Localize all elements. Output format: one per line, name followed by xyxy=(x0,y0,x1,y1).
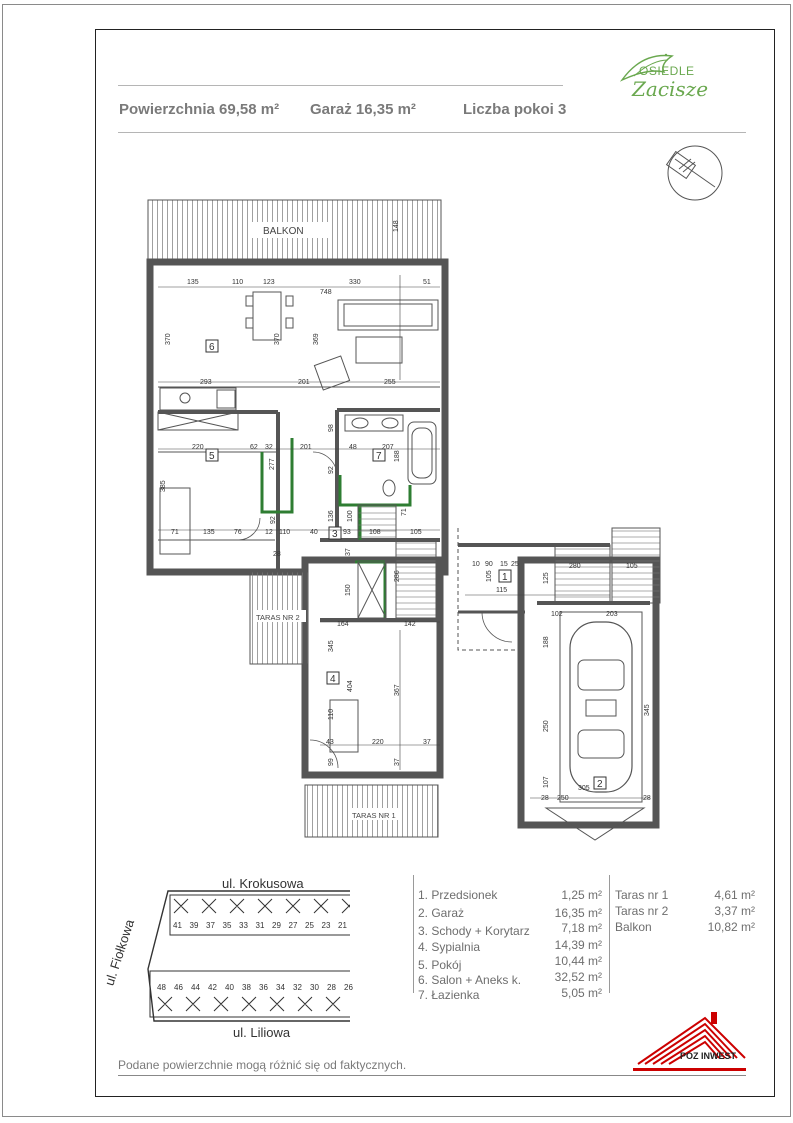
dimension-label: 43 xyxy=(326,739,334,746)
room-area: 7,18 m² xyxy=(561,921,602,935)
street-top: ul. Krokusowa xyxy=(222,876,304,891)
balcony-label: BALKON xyxy=(263,226,304,237)
dimension-label: 71 xyxy=(401,508,408,516)
dimension-label: 277 xyxy=(269,458,276,470)
dimension-label: 369 xyxy=(313,333,320,345)
room-number-4: 4 xyxy=(330,674,336,685)
unit-number: 35 xyxy=(222,921,232,930)
room-area: 14,39 m² xyxy=(554,938,602,952)
street-left: ul. Fiołkowa xyxy=(101,917,138,988)
dimension-label: 92 xyxy=(270,516,277,524)
garage-value: 16,35 m² xyxy=(355,101,416,118)
dimension-label: 201 xyxy=(298,379,310,386)
dimension-label: 10 xyxy=(472,561,480,568)
area-unit: m² xyxy=(260,101,280,118)
rooms-label: Liczba pokoi xyxy=(463,101,554,118)
dimension-label: 250 xyxy=(543,720,550,732)
dimension-label: 37 xyxy=(394,758,401,766)
dimension-label: 203 xyxy=(606,611,618,618)
dimension-label: 28 xyxy=(273,551,281,558)
dimension-label: 201 xyxy=(300,444,312,451)
dimension-label: 93 xyxy=(343,529,351,536)
legend-separator xyxy=(413,875,414,993)
dimension-label: 207 xyxy=(382,444,394,451)
outdoor-area: 10,82 m² xyxy=(707,920,755,934)
dimension-label: 250 xyxy=(557,795,569,802)
room-area: 5,05 m² xyxy=(561,986,602,1000)
dimension-label: 748 xyxy=(320,289,332,296)
unit-number: 23 xyxy=(321,921,331,930)
footer-line xyxy=(118,1075,746,1076)
room-number-3: 3 xyxy=(332,529,338,540)
dimension-label: 135 xyxy=(203,529,215,536)
unit-number: 32 xyxy=(293,983,302,992)
map-top-row xyxy=(173,921,363,930)
dimension-label: 25 xyxy=(511,561,519,568)
dimension-label: 28 xyxy=(541,795,549,802)
unit-number: 27 xyxy=(288,921,298,930)
legend-separator xyxy=(609,875,610,993)
roof-logo-icon xyxy=(633,1012,748,1072)
room-number-2: 2 xyxy=(597,779,603,790)
room-name: 3. Schody + Korytarz xyxy=(418,924,530,938)
dimension-label: 92 xyxy=(328,466,335,474)
main-walls xyxy=(150,262,445,775)
unit-number: 36 xyxy=(259,983,268,992)
developer-name: POZ INWEST xyxy=(680,1051,736,1061)
dimension-label: 280 xyxy=(569,563,581,570)
dimension-label: 220 xyxy=(192,444,204,451)
dimension-label: 150 xyxy=(345,584,352,596)
dimension-label: 32 xyxy=(265,444,273,451)
dimension-label: 99 xyxy=(328,758,335,766)
dimension-label: 135 xyxy=(187,279,199,286)
dimension-label: 37 xyxy=(345,548,352,556)
dimension-label: 110 xyxy=(328,708,335,720)
unit-number: 44 xyxy=(191,983,200,992)
dimension-label: 188 xyxy=(394,450,401,462)
unit-number: 30 xyxy=(310,983,319,992)
unit-number: 28 xyxy=(327,983,336,992)
dimension-label: 98 xyxy=(328,424,335,432)
dimension-label: 220 xyxy=(372,739,384,746)
terrace-2 xyxy=(250,572,308,664)
room-name: 5. Pokój xyxy=(418,958,462,972)
terrace-1 xyxy=(305,785,438,837)
room-area: 32,52 m² xyxy=(554,970,602,984)
brand-line1: OSIEDLE xyxy=(639,64,695,78)
dimension-label: 255 xyxy=(384,379,396,386)
room-name: 7. Łazienka xyxy=(418,988,480,1002)
unit-number: 21 xyxy=(338,921,347,930)
outdoor-area: 4,61 m² xyxy=(714,888,755,902)
dimension-label: 148 xyxy=(393,220,400,232)
dimension-label: 90 xyxy=(485,561,493,568)
dimension-label: 28 xyxy=(643,795,651,802)
brand-line2: Zacisze xyxy=(632,77,709,101)
dimension-label: 404 xyxy=(347,680,354,692)
dimension-label: 51 xyxy=(423,279,431,286)
room-number-5: 5 xyxy=(209,451,215,462)
dimension-label: 293 xyxy=(200,379,212,386)
area-value: 69,58 xyxy=(219,101,257,118)
dimension-label: 142 xyxy=(404,621,416,628)
dimension-label: 305 xyxy=(578,785,590,792)
map-bottom-row xyxy=(157,983,362,992)
dimension-label: 107 xyxy=(543,776,550,788)
dimension-label: 115 xyxy=(496,587,508,594)
outdoor-area: 3,37 m² xyxy=(714,904,755,918)
dimension-label: 12 xyxy=(265,529,273,536)
dimension-label: 108 xyxy=(369,529,381,536)
dimension-label: 370 xyxy=(165,333,172,345)
dimension-label: 100 xyxy=(347,510,354,522)
unit-number: 26 xyxy=(344,983,353,992)
dimension-label: 76 xyxy=(234,529,242,536)
terrace1-label: TARAS NR 1 xyxy=(352,811,396,820)
room-number-7: 7 xyxy=(376,451,382,462)
dimension-label: 385 xyxy=(160,480,167,492)
disclaimer: Podane powierzchnie mogą różnić się od faktycznych. xyxy=(118,1058,407,1072)
dimension-label: 110 xyxy=(232,279,244,286)
site-map xyxy=(110,873,350,1023)
garage-label: Garaż xyxy=(310,101,352,118)
dimension-label: 330 xyxy=(349,279,361,286)
dimension-label: 102 xyxy=(551,611,563,618)
room-name: 6. Salon + Aneks k. xyxy=(418,973,522,987)
unit-number: 46 xyxy=(174,983,183,992)
outdoor-name: Balkon xyxy=(615,920,652,934)
dimension-label: 105 xyxy=(626,563,638,570)
dimension-label: 188 xyxy=(543,636,550,648)
room-legend xyxy=(418,888,606,1008)
unit-number: 37 xyxy=(206,921,215,930)
dimension-label: 136 xyxy=(328,510,335,522)
unit-number: 48 xyxy=(157,983,166,992)
dimension-label: 71 xyxy=(171,529,179,536)
dimension-label: 15 xyxy=(500,561,508,568)
dimension-label: 370 xyxy=(274,333,281,345)
room-number-1: 1 xyxy=(502,572,508,583)
outdoor-legend xyxy=(615,888,755,948)
unit-number: 41 xyxy=(173,921,182,930)
dimension-label: 48 xyxy=(349,444,357,451)
dimension-label: 105 xyxy=(486,570,493,582)
room-name: 4. Sypialnia xyxy=(418,940,481,954)
room-area: 16,35 m² xyxy=(554,906,602,920)
outdoor-name: Taras nr 2 xyxy=(615,904,669,918)
unit-number: 42 xyxy=(208,983,217,992)
room-area: 1,25 m² xyxy=(561,888,602,902)
unit-number: 29 xyxy=(272,921,281,930)
dimension-label: 110 xyxy=(279,529,291,536)
terrace2-label: TARAS NR 2 xyxy=(256,613,300,622)
room-name: 1. Przedsionek xyxy=(418,888,498,902)
unit-number: 31 xyxy=(255,921,265,930)
unit-number: 34 xyxy=(276,983,285,992)
area-label: Powierzchnia xyxy=(119,101,215,118)
unit-number: 39 xyxy=(189,921,199,930)
dimension-label: 164 xyxy=(337,621,349,628)
dimension-label: 345 xyxy=(328,640,335,652)
street-bottom: ul. Liliowa xyxy=(233,1025,291,1040)
dimension-label: 123 xyxy=(263,279,275,286)
dimension-label: 40 xyxy=(310,529,318,536)
unit-number: 40 xyxy=(225,983,234,992)
developer-underline xyxy=(633,1068,746,1071)
dimension-label: 345 xyxy=(644,704,651,716)
outdoor-name: Taras nr 1 xyxy=(615,888,669,902)
dimension-label: 62 xyxy=(250,444,258,451)
room-number-6: 6 xyxy=(209,342,215,353)
unit-number: 38 xyxy=(242,983,251,992)
dimension-label: 367 xyxy=(394,684,401,696)
rooms-value: 3 xyxy=(558,101,567,118)
dimension-label: 37 xyxy=(423,739,431,746)
room-name: 2. Garaż xyxy=(418,906,465,920)
dimension-label: 286 xyxy=(394,570,401,582)
unit-number: 25 xyxy=(305,921,314,930)
dimension-label: 125 xyxy=(543,572,550,584)
room-area: 10,44 m² xyxy=(554,954,602,968)
dimension-label: 105 xyxy=(410,529,422,536)
unit-number: 33 xyxy=(239,921,248,930)
